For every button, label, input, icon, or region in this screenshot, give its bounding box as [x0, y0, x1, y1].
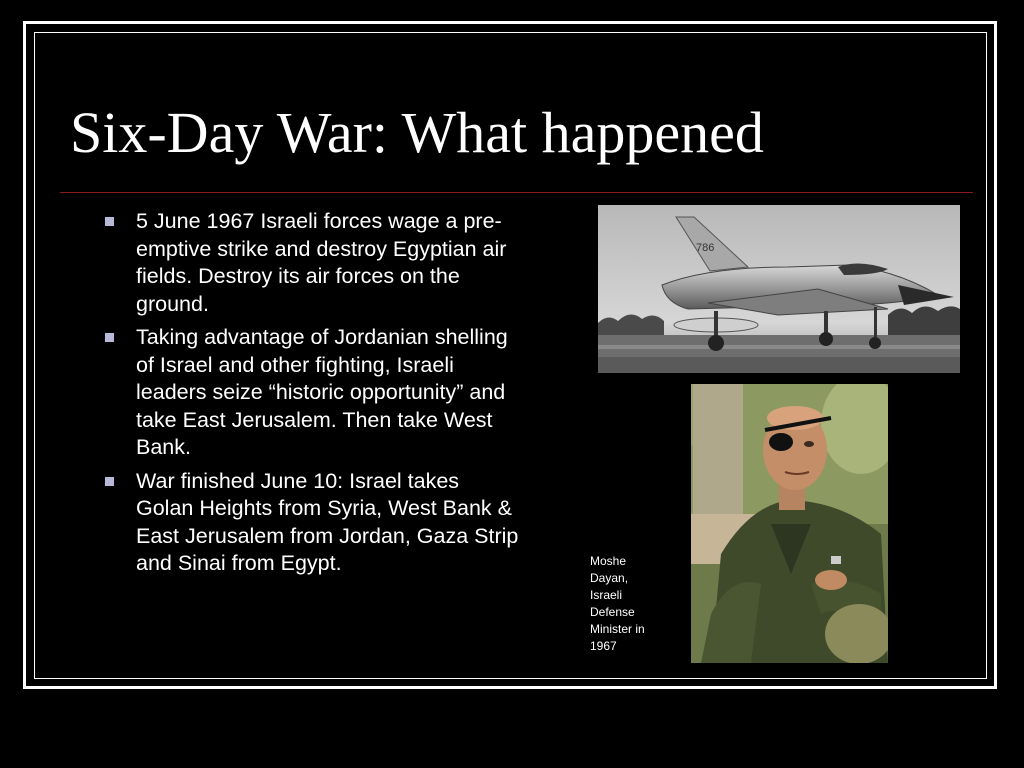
square-bullet-icon [105, 217, 114, 226]
square-bullet-icon [105, 333, 114, 342]
square-bullet-icon [105, 477, 114, 486]
fighter-jet-photo [598, 205, 960, 373]
bullet-item [100, 208, 520, 318]
photo-caption: Moshe Dayan, Israeli Defense Minister in 1967 [590, 554, 645, 653]
bullet-text: 5 June 1967 Israeli forces wage a pre-emptive strike and destroy Egyptian air fields. Destroy its air forces on the ground. [136, 209, 507, 316]
moshe-dayan-portrait [691, 384, 888, 663]
slide-title: Six-Day War: What happened [70, 100, 764, 165]
bullet-text: Taking advantage of Jordanian shelling of Israel and other fighting, Israeli leaders seize “historic opportunity” and take East Jerusalem. Then take West Bank. [136, 325, 508, 459]
bullet-text: War finished June 10: Israel takes Golan Heights from Syria, West Bank & East Jerusalem from Jordan, Gaza Strip and Sinai from Egypt. [136, 468, 519, 575]
title-divider [60, 192, 973, 193]
bullet-item [100, 324, 520, 462]
bullet-item [100, 468, 520, 578]
fighter-jet-image [598, 205, 960, 373]
bullet-list [100, 208, 520, 584]
svg-text:786: 786 [696, 242, 715, 254]
moshe-dayan-photo [691, 384, 888, 663]
